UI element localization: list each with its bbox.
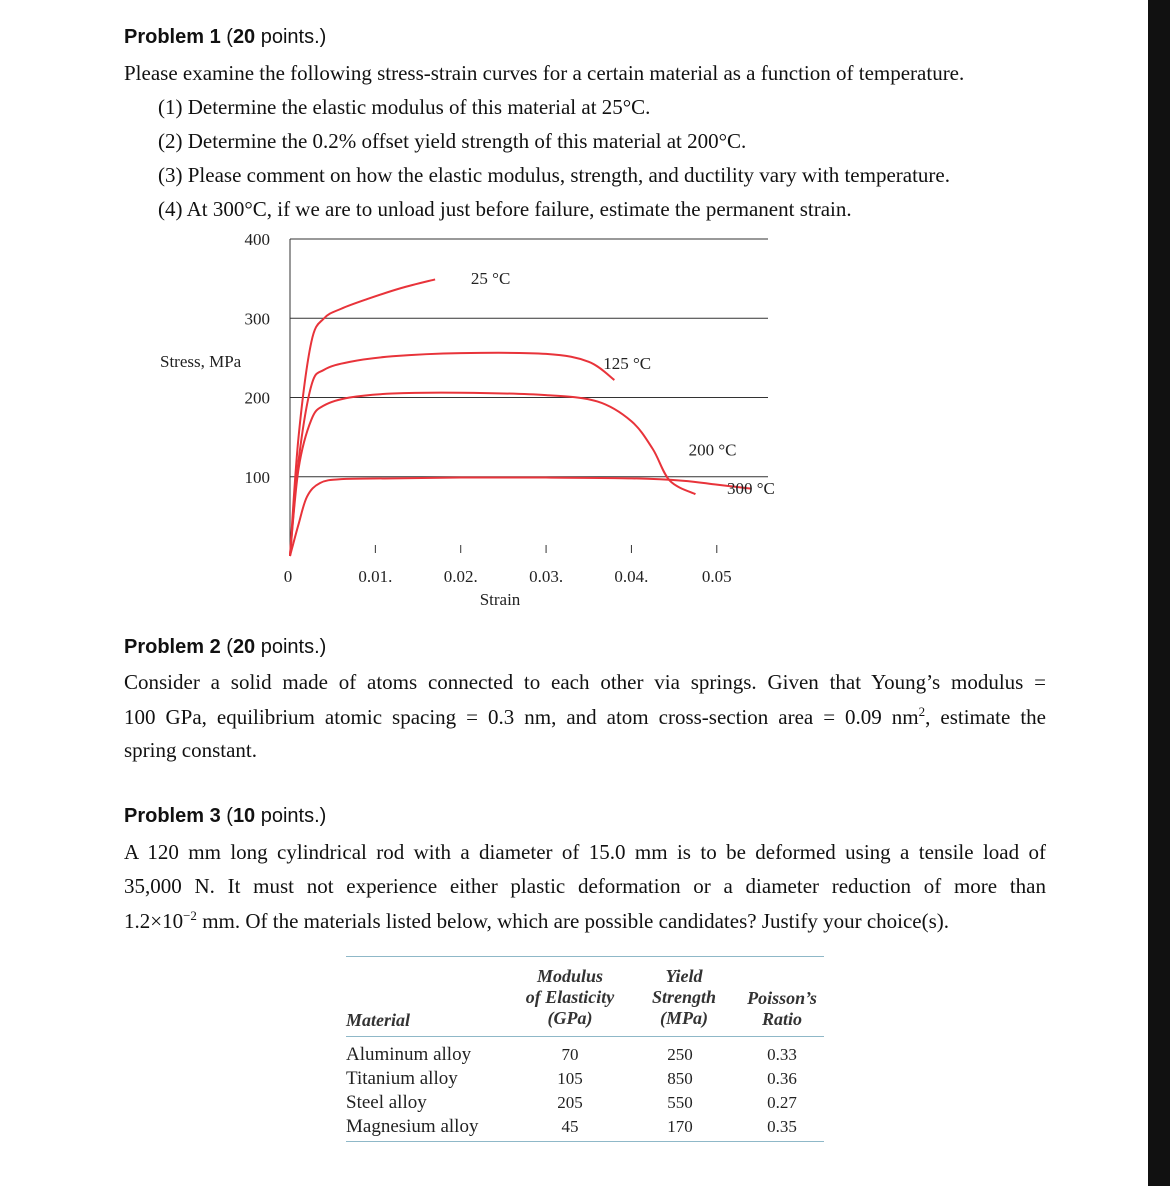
problem-2-line-3: spring constant. — [124, 738, 257, 762]
table-row-material: Magnesium alloy — [346, 1116, 479, 1137]
problem-2-title: Problem 2 — [124, 636, 221, 658]
table-row-poisson: 0.33 — [767, 1045, 797, 1064]
header-modulus — [510, 966, 630, 1029]
header-yield — [640, 966, 728, 1029]
table-row-modulus: 105 — [557, 1069, 583, 1088]
problem-2-line-2 — [124, 704, 1046, 730]
header-modulus-line-1: Modulus — [536, 966, 604, 986]
table-row-poisson: 0.36 — [767, 1069, 797, 1088]
table-row-material: Aluminum alloy — [346, 1044, 472, 1065]
problem-2-heading — [124, 636, 326, 659]
problem-3-line-1: A 120 mm long cylindrical rod with a diameter of 15.0 mm is to be deformed using a tensile load of — [124, 840, 1046, 864]
table-row-material: Titanium alloy — [346, 1068, 458, 1089]
problem-2-line-2-sup: 2 — [918, 704, 926, 719]
y-tick-label: 200 — [244, 388, 270, 408]
problem-1-points: 20 — [232, 26, 256, 48]
problem-1-item-1: (1) Determine the elastic modulus of this material at 25°C. — [158, 95, 651, 119]
table-row-modulus: 45 — [561, 1117, 579, 1136]
problem-3-heading — [124, 805, 326, 828]
problem-1-title: Problem 1 — [124, 26, 221, 48]
curve-125c — [290, 353, 614, 556]
problem-2-points: 20 — [232, 636, 256, 658]
problem-3-line-3-sup: −2 — [183, 908, 197, 923]
header-poisson-line-1: Poisson’s — [747, 988, 817, 1008]
problem-1-points-label: points.) — [255, 26, 327, 48]
problem-1-intro: Please examine the following stress-strain curves for a certain material as a function of temperature. — [124, 61, 965, 85]
problem-3-line-3-a: 1.2×10 — [124, 909, 184, 933]
problem-2-paren: ( — [226, 636, 233, 658]
curve-200c — [290, 393, 695, 556]
problem-3-line-2: 35,000 N. It must not experience either plastic deformation or a diameter reduction of more than — [124, 874, 1046, 898]
header-yield-line-1: Yield — [665, 966, 703, 986]
table-row-yield: 170 — [667, 1117, 693, 1136]
table-row-material: Steel alloy — [346, 1092, 427, 1113]
header-modulus-line-2: of Elasticity — [525, 987, 615, 1007]
problem-2-line-1: Consider a solid made of atoms connected to each other via springs. Given that Young’s modulus = — [124, 670, 1046, 694]
x-tick-label: 0.04. — [614, 567, 649, 586]
header-material: Material — [346, 1010, 411, 1030]
y-tick-label: 100 — [244, 467, 270, 487]
problem-3-points: 10 — [232, 805, 256, 827]
table-row-poisson: 0.27 — [767, 1093, 797, 1112]
table-row-modulus: 70 — [561, 1045, 579, 1064]
problem-1-item-4: (4) At 300°C, if we are to unload just before failure, estimate the permanent strain. — [158, 197, 852, 221]
y-axis-title: Stress, MPa — [160, 352, 242, 371]
header-yield-line-2: Strength — [651, 987, 717, 1007]
problem-1-paren: ( — [226, 26, 233, 48]
x-tick-label: 0.05 — [701, 567, 732, 586]
problem-1-item-2: (2) Determine the 0.2% offset yield strength of this material at 200°C. — [158, 129, 747, 153]
problem-3-points-label: points.) — [255, 805, 327, 827]
problem-3-line-3 — [124, 908, 949, 934]
table-header-rule — [346, 1036, 824, 1037]
problem-3-paren: ( — [226, 805, 233, 827]
x-axis-title: Strain — [479, 590, 521, 609]
problem-1-item-3: (3) Please comment on how the elastic modulus, strength, and ductility vary with temperature. — [158, 163, 950, 187]
table-row-yield: 550 — [667, 1093, 693, 1112]
table-bottom-rule — [346, 1141, 824, 1142]
y-tick-label: 300 — [244, 309, 270, 329]
table-row-yield: 850 — [667, 1069, 693, 1088]
table-row-poisson: 0.35 — [767, 1117, 797, 1136]
table-row-yield: 250 — [667, 1045, 693, 1064]
x-tick-label: 0.02. — [443, 567, 478, 586]
problem-2-line-2-a: 100 GPa, equilibrium atomic spacing = 0.3 nm, and atom cross-section area = 0.09 nm — [124, 705, 919, 729]
x-tick-label: 0.03. — [529, 567, 564, 586]
curve-label: 300 °C — [726, 479, 775, 499]
y-tick-label: 400 — [244, 230, 270, 249]
header-poisson — [740, 988, 824, 1030]
x-tick-label: 0 — [283, 567, 293, 586]
header-modulus-line-3: (GPa) — [547, 1008, 593, 1028]
header-yield-line-3: (MPa) — [660, 1008, 708, 1028]
table-top-rule — [346, 956, 824, 957]
header-poisson-line-2: Ratio — [761, 1009, 802, 1029]
problem-3-line-3-b: mm. Of the materials listed below, which are possible candidates? Justify your choice(s). — [196, 909, 950, 933]
curve-label: 125 °C — [603, 353, 652, 373]
x-tick-label: 0.01. — [358, 567, 393, 586]
curve-label: 25 °C — [470, 269, 511, 289]
problem-3-title: Problem 3 — [124, 805, 221, 827]
problem-2-points-label: points.) — [255, 636, 327, 658]
problem-2-line-2-b: , estimate the — [925, 705, 1046, 729]
curve-label: 200 °C — [688, 440, 737, 460]
table-row-modulus: 205 — [557, 1093, 583, 1112]
